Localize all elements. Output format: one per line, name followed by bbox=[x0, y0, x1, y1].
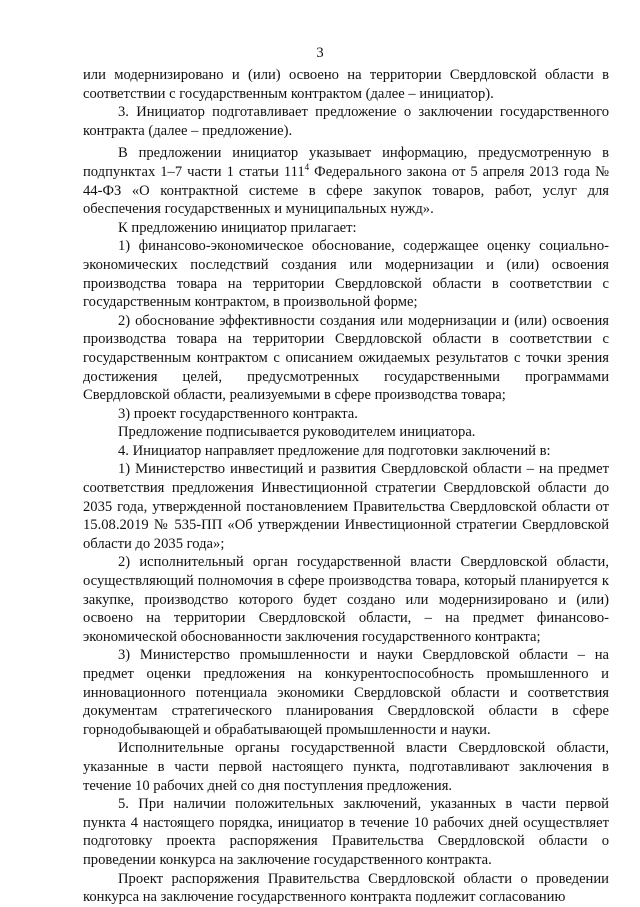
paragraph-attachment-1: 1) финансово-экономическое обоснование, содержащее оценку социально-экономических последствий создания или модернизации и (или) освоения производства товара на территории Свердловской области в соответствии с государственным контрактом, в произвольной форме; bbox=[83, 238, 609, 311]
paragraph-item-4-3: 3) Министерство промышленности и науки Свердловской области – на предмет оценки предложения на конкурентоспособность промышленного и инновационного потенциала экономики Свердловской области и соответствия документам стратегического планирования Свердловской области в сфере горнодобывающей и обрабатывающей промышленности и науки. bbox=[83, 647, 609, 738]
paragraph-attachments-intro: К предложению инициатор прилагает: bbox=[118, 219, 357, 236]
superscript-4: 4 bbox=[304, 162, 310, 173]
paragraph-draft-approval: Проект распоряжения Правительства Свердловской области о проведении конкурса на заключение государственного контракта подлежит согласованию bbox=[83, 870, 609, 906]
page-number: 3 bbox=[316, 45, 324, 61]
paragraph-text-after: Федерального закона от 5 апреля 2013 года № 44-ФЗ «О контрактной системе в сфере закупок товаров, работ, услуг для обеспечения государственных и муниципальных нужд». bbox=[83, 163, 610, 218]
paragraph-text-before: В предложении инициатор указывает информацию, предусмотренную в подпунктах 1–7 части 1 статьи 111 bbox=[83, 145, 609, 180]
document-body bbox=[83, 66, 609, 907]
paragraph-attachment-2: 2) обоснование эффективности создания или модернизации и (или) освоения производства товара на территории Свердловской области в соответствии с государственным контрактом с описанием ожидаемых результатов с точки зрения достижения целей, предусмотренных государственными программами Свердловской области, реализуемыми в сфере производства товара; bbox=[83, 312, 609, 404]
paragraph-item-5: 5. При наличии положительных заключений, указанных в части первой пункта 4 настоящего порядка, инициатор в течение 10 рабочих дней осуществляет подготовку проекта распоряжения Правительства Свердловской области о проведении конкурса на заключение государственного контракта. bbox=[83, 796, 609, 868]
paragraph-item-4: 4. Инициатор направляет предложение для подготовки заключений в: bbox=[118, 442, 551, 459]
paragraph-item-4-1: 1) Министерство инвестиций и развития Свердловской области – на предмет соответствия предложения Инвестиционной стратегии Свердловской области до 2035 года, утвержденной постановлением Правительства Свердловской области от 15.08.2019 № 535-ПП «Об утверждении Инвестиционной стратегии Свердловской области до 2035 года»; bbox=[83, 461, 609, 552]
paragraph-proposal-content bbox=[83, 144, 609, 218]
paragraph-continuation: или модернизировано и (или) освоено на территории Свердловской области в соответствии с государственным контрактом (далее – инициатор). bbox=[83, 67, 609, 102]
paragraph-item-4-2: 2) исполнительный орган государственной власти Свердловской области, осуществляющий полномочия в сфере производства товара, который планируется к закупке, производство которого будет создано или модернизировано и (или) освоено на территории Свердловской области, – на предмет финансово-экономической обоснованности заключения государственного контракта; bbox=[83, 554, 609, 645]
paragraph-signature-note: Предложение подписывается руководителем инициатора. bbox=[118, 424, 476, 441]
paragraph-item-3: 3. Инициатор подготавливает предложение о заключении государственного контракта (далее – предложение). bbox=[83, 104, 609, 139]
paragraph-conclusions-deadline: Исполнительные органы государственной власти Свердловской области, указанные в части первой настоящего пункта, подготавливают заключения в течение 10 рабочих дней со дня поступления предложения. bbox=[83, 740, 609, 794]
paragraph-attachment-3: 3) проект государственного контракта. bbox=[118, 405, 358, 422]
